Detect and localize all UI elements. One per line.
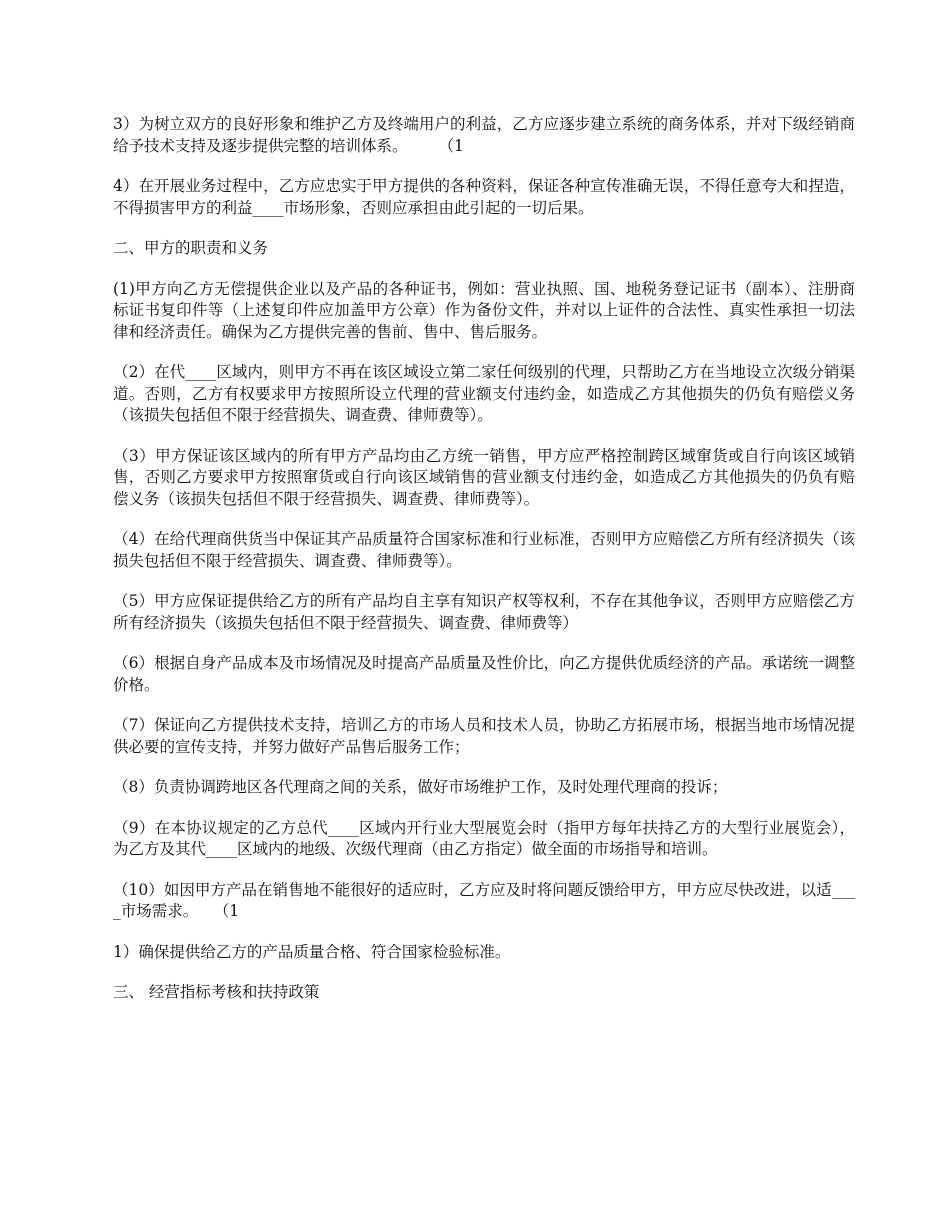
document-page	[113, 114, 855, 1023]
paragraph-3: 3）为树立双方的良好形象和维护乙方及终端用户的利益，乙方应逐步建立系统的商务体系，并对下级经销商给予技术支持及逐步提供完整的培训体系。 （1	[113, 115, 855, 155]
clause-7: （7）保证向乙方提供技术支持，培训乙方的市场人员和技术人员，协助乙方拓展市场，根据当地市场情况提供必要的宣传支持，并努力做好产品售后服务工作；	[113, 716, 855, 756]
section-heading-2: 二、甲方的职责和义务	[113, 239, 269, 257]
clause-6: （6）根据自身产品成本及市场情况及时提高产品质量及性价比，向乙方提供优质经济的产品。承诺统一调整价格。	[113, 654, 855, 694]
clause-8: （8）负责协调跨地区各代理商之间的关系，做好市场维护工作，及时处理代理商的投诉；	[113, 778, 728, 796]
clause-10: （10）如因甲方产品在销售地不能很好的适应时，乙方应及时将问题反馈给甲方，甲方应尽快改进，以适____市场需求。 （1	[113, 880, 855, 920]
section-heading-3: 三、 经营指标考核和扶持政策	[113, 983, 320, 1001]
clause-1: (1)甲方向乙方无偿提供企业以及产品的各种证书，例如：营业执照、国、地税务登记证书（副本）、注册商标证书复印件等（上述复印件应加盖甲方公章）作为备份文件，并对以上证件的合法性、真实性承担一切法律和经济责任。确保为乙方提供完善的售前、售中、售后服务。	[113, 279, 855, 341]
clause-4: （4）在给代理商供货当中保证其产品质量符合国家标准和行业标准，否则甲方应赔偿乙方所有经济损失（该损失包括但不限于经营损失、调查费、律师费等）。	[113, 530, 855, 570]
clause-11: 1）确保提供给乙方的产品质量合格、符合国家检验标准。	[113, 942, 511, 961]
clause-5: （5）甲方应保证提供给乙方的所有产品均自主享有知识产权等权利，不存在其他争议，否则甲方应赔偿乙方所有经济损失（该损失包括但不限于经营损失、调查费、律师费等）	[113, 592, 855, 632]
clause-9: （9）在本协议规定的乙方总代____区域内开行业大型展览会时（指甲方每年扶持乙方的大型行业展览会），为乙方及其代____区域内的地级、次级代理商（由乙方指定）做全面的市场指导和培训。	[113, 818, 855, 858]
clause-3: （3）甲方保证该区域内的所有甲方产品均由乙方统一销售，甲方应严格控制跨区域窜货或自行向该区域销售，否则乙方要求甲方按照窜货或自行向该区域销售的营业额支付违约金，如造成乙方其他损失的仍负有赔偿义务（该损失包括但不限于经营损失、调查费、律师费等）。	[113, 446, 855, 508]
paragraph-4: 4）在开展业务过程中，乙方应忠实于甲方提供的各种资料，保证各种宣传准确无误，不得任意夸大和捏造，不得损害甲方的利益____市场形象，否则应承担由此引起的一切后果。	[113, 177, 855, 217]
clause-2: （2）在代____区域内，则甲方不再在该区域设立第二家任何级别的代理，只帮助乙方在当地设立次级分销渠道。否则，乙方有权要求甲方按照所设立代理的营业额支付违约金，如造成乙方其他损失的仍负有赔偿义务（该损失包括但不限于经营损失、调查费、律师费等）。	[113, 363, 855, 424]
